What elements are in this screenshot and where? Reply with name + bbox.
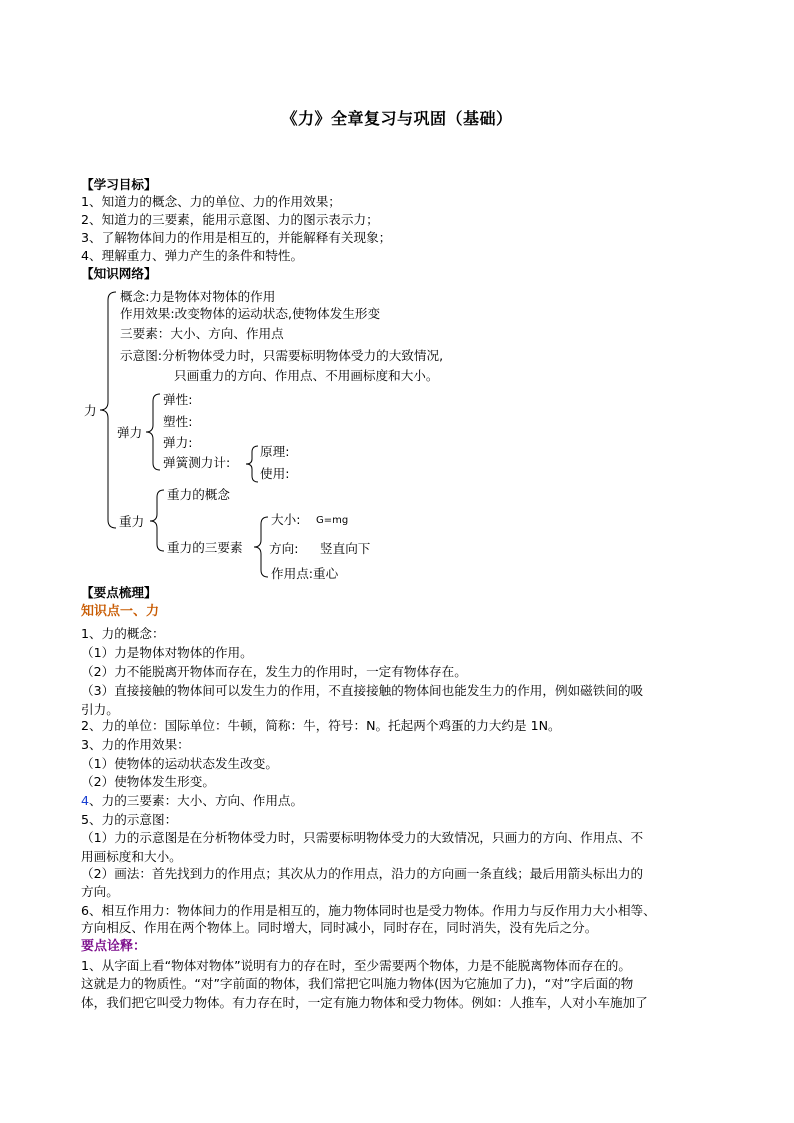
content-line: 5、力的示意图： — [81, 812, 178, 827]
goal-item: 2、知道力的三要素，能用示意图、力的图示表示力； — [81, 212, 379, 227]
content-line: 方向。 — [81, 884, 119, 899]
content-line: 方向相反、作用在两个物体上。同时增大，同时减小，同时存在，同时消失，没有先后之分。 — [81, 920, 598, 935]
network-direction-value: 竖直向下 — [320, 541, 371, 556]
content-line: （1）力是物体对物体的作用。 — [81, 645, 253, 660]
network-elastic: 弹力 — [117, 425, 143, 440]
content-line: 3、力的作用效果： — [81, 737, 190, 752]
content-line: 引力。 — [81, 702, 119, 717]
item-number: 4 — [81, 793, 90, 808]
network-root: 力 — [84, 403, 97, 418]
network-usage: 使用: — [260, 466, 290, 481]
goals-heading: 【学习目标】 — [81, 177, 157, 192]
content-line: 6、相互作用力：物体间力的作用是相互的，施力物体同时也是受力物体。作用力与反作用力大小相等、 — [81, 903, 656, 918]
goal-item: 1、知道力的概念、力的单位、力的作用效果； — [81, 194, 341, 209]
content-line: （2）画法：首先找到力的作用点；其次从力的作用点，沿力的方向画一条直线；最后用箭头标出力的 — [81, 866, 644, 881]
content-line: （3）直接接触的物体间可以发生力的作用，不直接接触的物体间也能发生力的作用，例如磁铁间的吸 — [81, 683, 644, 698]
content-line: （1）力的示意图是在分析物体受力时，只需要标明物体受力的大致情况，只画力的方向、作用点、不 — [81, 830, 644, 845]
page-title: 《力》全章复习与巩固（基础） — [281, 109, 513, 128]
goal-item: 3、了解物体间力的作用是相互的，并能解释有关现象； — [81, 230, 392, 245]
network-concept: 概念:力是物体对物体的作用 — [120, 289, 276, 304]
content-line: 1、力的概念： — [81, 626, 165, 641]
kp1-heading: 知识点一、力 — [81, 604, 160, 619]
explain-heading: 要点诠释： — [81, 939, 147, 954]
points-heading: 【要点梳理】 — [81, 585, 157, 600]
explain-line: 这就是力的物质性。“对”字前面的物体，我们常把它叫施力物体(因为它施加了力)，“对”字后面的物 — [81, 976, 634, 991]
content-line: （2）使物体发生形变。 — [81, 774, 215, 789]
network-effect: 作用效果:改变物体的运动状态,使物体发生形变 — [120, 306, 381, 321]
network-gravity-elements: 重力的三要素 — [167, 540, 243, 555]
network-point: 作用点:重心 — [271, 566, 339, 581]
network-principle: 原理: — [260, 444, 290, 459]
network-heading: 【知识网络】 — [81, 266, 157, 281]
network-direction-label: 方向: — [269, 541, 299, 556]
network-diagram: 示意图:分析物体受力时，只需要标明物体受力的大致情况, — [120, 348, 444, 363]
network-size-formula: G=mg — [316, 515, 349, 526]
network-gravity-concept: 重力的概念 — [167, 487, 230, 502]
explain-line: 1、从字面上看“物体对物体”说明有力的存在时，至少需要两个物体，力是不能脱离物体而存在的。 — [81, 958, 631, 973]
network-size-label: 大小: — [271, 512, 301, 527]
content-line: 2、力的单位：国际单位：牛顿，简称：牛，符号：N。托起两个鸡蛋的力大约是 1N。 — [81, 718, 561, 733]
network-elastic-force: 弹力: — [163, 435, 193, 450]
content-line: （1）使物体的运动状态发生改变。 — [81, 756, 278, 771]
network-diagram-cont: 只画重力的方向、作用点、不用画标度和大小。 — [174, 368, 439, 383]
network-elasticity: 弹性: — [163, 392, 193, 407]
explain-line: 体，我们把它叫受力物体。有力存在时，一定有施力物体和受力物体。例如：人推车，人对小车施加了 — [81, 995, 648, 1010]
content-line-blue-num: 4、力的三要素：大小、方向、作用点。 — [81, 793, 304, 808]
content-line: 用画标度和大小。 — [81, 849, 182, 864]
content-line: （2）力不能脱离开物体而存在，发生力的作用时，一定有物体存在。 — [81, 664, 467, 679]
network-gravity: 重力 — [119, 514, 145, 529]
network-plasticity: 塑性: — [163, 414, 193, 429]
goal-item: 4、理解重力、弹力产生的条件和特性。 — [81, 248, 304, 263]
network-elements: 三要素：大小、方向、作用点 — [120, 326, 284, 341]
network-spring-scale: 弹簧测力计: — [163, 455, 231, 470]
